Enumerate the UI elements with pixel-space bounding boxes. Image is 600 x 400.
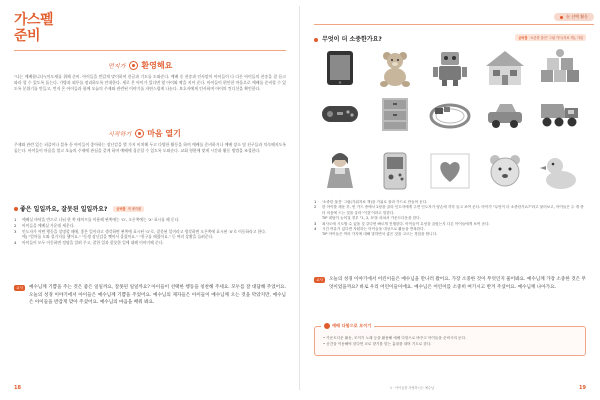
section-open-heading xyxy=(108,128,181,139)
section-welcome-heading xyxy=(108,60,172,71)
handwritten-label: 먼지가 xyxy=(108,63,126,70)
activity-question-heading xyxy=(314,34,382,43)
tip-item: • 공간을 이동해야 한다면 코로 향기를 맡는 흉내를 내며 기도로 한다. xyxy=(323,342,432,346)
step-text: 예) "엄마를 도와 설거지를 했어요." "동생 장난감을 뺏어서 울렸어요." "친구를 때렸어요." 등 여러 상황을 들려준다. xyxy=(22,234,214,240)
page-number: 18 xyxy=(14,385,21,391)
bullet-icon xyxy=(314,38,318,42)
right-page xyxy=(300,0,600,400)
teacher-script xyxy=(314,276,586,291)
step-text: 예배실 바닥을 반으로 나눠 한 쪽 테이프를 이용해 왼쪽에는 'O', 오른쪽에는 'X' 표시를 해 둔다. xyxy=(22,217,180,222)
bear-face-image xyxy=(480,148,531,194)
teacher-badge: 교사 xyxy=(16,286,23,290)
step-number: 3 xyxy=(14,228,17,234)
section-welcome-body xyxy=(14,74,286,92)
step-text: 최사도에 시도할 수 있을 것 같다면 빠르게 진행한다. 아이들이 무엇을 골랐는지 다른 아이들에게 보여 준다. xyxy=(322,221,490,226)
page-number: 19 xyxy=(579,385,586,391)
bullet-icon xyxy=(14,207,18,211)
teacher-text: 예수님께 기쁨을 주는 것은 좋은 일일까요, 잘못된 일일까요? 아이들이 선택한 행동을 칭찬해 주세요. 모두를 잘 대답해 주었어요. 오늘의 성경 이야기에서 아이들은 예수님께 기쁨을 주었어요. 예수님의 제자들은 아이들이 예수님께 오는 것을 막았지만, 예수님은 아이들을 반갑게 맞아 주셨어요. 예수님의 마음을 배워 봐요. xyxy=(28,285,286,306)
teacher-badge: 교사 xyxy=(316,278,323,282)
step-number: 1 xyxy=(14,217,17,222)
teacher-text: 오늘의 성경 이야기에서 어린이들은 예수님을 만나러 왔어요. 가장 소중한 것이 무엇인지 물어봐요. 예수님께 가장 소중한 것은 무엇이었을까요? 바로 우리 어린이들이에요. 예수님은 어린이를 소중히 여기시고 반겨 주셨어요. 예수님께 나아가요. xyxy=(328,277,586,290)
tablet-image xyxy=(314,46,365,90)
materials-value: 색 매직펜 xyxy=(127,207,141,211)
doll-image xyxy=(314,148,365,194)
step-number: 1 xyxy=(314,200,317,204)
game-console-image xyxy=(314,92,365,136)
tip-item: • 카운트다운 활동, 모이기 노래 등을 활용해 예배 다함으로 바꾸고 아이들을 준비시켜 둔다. xyxy=(323,336,467,340)
step-text: '소중한 물건' 그림(가위자료 책)을 가위로 잘라 카드로 만들어 둔다. xyxy=(322,200,428,204)
page-title xyxy=(14,12,53,44)
picture-card-grid xyxy=(314,46,586,136)
step-number: 4 xyxy=(314,227,317,232)
step-number: 3 xyxy=(314,221,317,226)
section-open-body xyxy=(14,142,286,154)
materials-value: '소중한 물건' 그림 카드(자료 책), 가위 xyxy=(529,36,583,40)
title-divider xyxy=(14,50,286,51)
section-label: 환영해요 xyxy=(141,61,173,70)
step-text: 아이들이 모두 이동하면 정답을 알려 주고, 잘한 일과 잘못한 일에 대해 이야기해 준다. xyxy=(22,240,164,246)
step-text: 한 아이를 세운 후, 빈 카드 중에서 2장을 골라 인도자에게 주면 인도자가 양손에 각각 들고 보여 준다. 아이가 "무엇이 더 소중한가요?"라고 물어보고, 아이들은 두 개 중 더 마음에 드는 것을 골라 '이것'이라고 말한다. xyxy=(322,205,584,215)
dump-truck-image xyxy=(535,92,586,136)
list-item xyxy=(314,232,586,237)
materials-label: 준비물 xyxy=(116,207,126,211)
teddy-bear-image xyxy=(369,46,420,90)
step-text: 인도자가 어떤 행동을 설명할 때에, 좋은 일이라고 생각하면 왼쪽에 표시된 'O'로, 잘못된 일이라고 생각하면 오른쪽에 표시된 'X'로 이동하라고 한다. xyxy=(22,228,267,234)
title-line-1: 가스펠 xyxy=(14,12,54,28)
activity-question-heading xyxy=(14,204,144,213)
activity-steps xyxy=(14,217,286,246)
tip-title xyxy=(321,323,374,329)
activity-question: 좋은 일일까요, 잘못된 일일까요? xyxy=(20,206,108,213)
bulb-icon xyxy=(129,61,138,70)
list-item xyxy=(14,240,286,246)
bulb-icon xyxy=(135,129,144,138)
activity-question: 무엇이 더 소중한가요? xyxy=(322,36,382,43)
step-text: 아이들을 예배실 가운데 세운다. xyxy=(22,222,75,228)
step-number: 4 xyxy=(14,240,17,246)
activity-steps xyxy=(314,200,586,238)
dollhouse-image xyxy=(480,46,531,90)
section-welcome-text: "나는 예배합니다"(이도재를 위해 준비. 아이들을 반갑게 맞이하며 한글과 기도를 도와준다. 예배 중 찬송과 인사말이 아이들이 다 다른 아이들의 찬송을 잘 듣고 따라 할 수 있도록 돕는다. 가방과 외투를 정리하도록 안내한다. 세로 온 아이가 있다면 옆 아이와 짝을 지어 준다. 아이들이 편안한 마음으로 예배를 준비할 수 있도록 분위기를 만들고, 먼저 온 아이들과 함께 오늘의 주제와 관련된 이야기를 자연스럽게 나눈다. 보호자에게 인사하며 아이의 컨디션을 확인한다. xyxy=(14,74,286,91)
rubber-duck-image xyxy=(535,148,586,194)
picture-card-row xyxy=(314,148,586,194)
heart-image xyxy=(424,148,475,194)
title-line-2: 준비 xyxy=(14,28,41,44)
step-number: 2 xyxy=(314,205,317,210)
cabinet-image xyxy=(369,92,420,136)
list-item xyxy=(314,205,586,216)
train-set-image xyxy=(424,92,475,136)
toy-robot-image xyxy=(424,46,475,90)
step-text: TIP 아이들은 여러 가지에 대해 말하면서 좋은 것을 고르는 경험을 합니다. xyxy=(322,232,438,237)
handheld-game-image xyxy=(369,148,420,194)
lightbulb-icon xyxy=(324,323,330,329)
step-text: 시간 여유가 있다면 자원하는 아이들을 대상으로 활동을 반복한다. xyxy=(322,227,425,232)
step-number xyxy=(314,232,322,237)
materials-label: 준비물 xyxy=(518,36,528,40)
header-divider xyxy=(314,24,594,25)
step-number: 2 xyxy=(14,222,17,228)
footer-chapter: 1 · 아이들을 사랑하시는 예수님 xyxy=(390,386,435,390)
toy-car-image xyxy=(480,92,531,136)
dot-icon xyxy=(560,16,563,19)
section-open-text: 주제와 관련 있는 퍼즐이나 블록 등 아이들이 좋아하는 장난감을 몇 가지 비치해 두고 다양한 활동을 하며 예배를 준비하거나 예배 장소 및 친구들과 익숙해지도록 돕는다. 아이들이 마음을 열고 오늘의 주제에 관심을 갖게 하며 예배에 집중할 수 있도록 도와준다. 교회 형편에 맞게 시간과 활동 방법을 조절한다. xyxy=(14,142,286,153)
materials-tag xyxy=(113,206,144,212)
materials-tag xyxy=(515,34,586,41)
teacher-script xyxy=(14,284,286,307)
section-tab xyxy=(554,13,594,21)
step-text: TIP 대답이 늦어질 경우 "1, 2, 3"을 외쳐서 카운트다운을 한다. xyxy=(322,216,421,221)
tip-items xyxy=(323,335,577,347)
section-tab-label: 눈 선택 활동 xyxy=(566,14,588,19)
section-label: 마음 열기 xyxy=(147,129,181,138)
toy-blocks-image xyxy=(535,46,586,90)
tip-title-text: 예배 다함으로 모이기 xyxy=(332,323,372,328)
handwritten-label: 시작하기 xyxy=(108,131,132,138)
tip-box xyxy=(314,323,586,356)
